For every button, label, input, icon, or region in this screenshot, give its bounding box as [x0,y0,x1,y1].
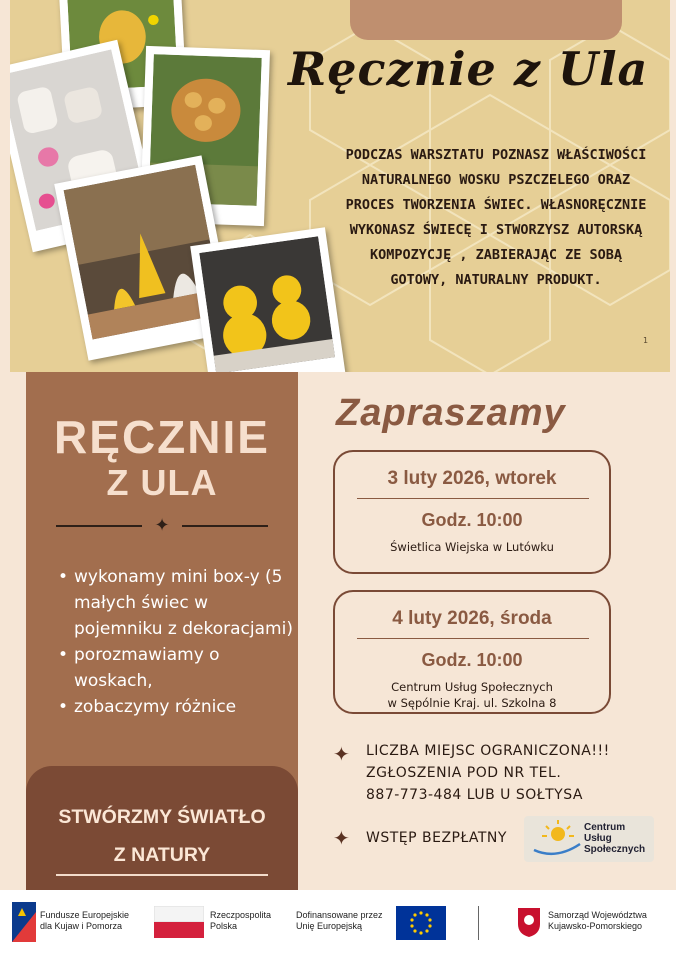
photo-teddy-bear-candles [190,227,346,372]
logo-line: Centrum [584,822,626,833]
footer-separator [478,906,479,940]
voivodeship-crest-icon [516,906,542,938]
event-time: Godz. 10:00 [421,510,523,530]
header-section [10,0,670,372]
footer-logo-line: Polska [210,921,238,931]
event-card [333,590,611,714]
sparkle-icon: ✦ [333,826,350,850]
registration-label: ZGŁOSZENIA POD NR TEL. [366,765,562,781]
footer-logo-line: Kujawsko-Pomorskiego [548,921,643,931]
footer-logo-line: Samorząd Województwa [548,910,647,920]
page-number: 1 [643,336,649,345]
event-place: Centrum Usług Społecznych [391,680,553,694]
logo-line: Społecznych [584,844,646,855]
card-divider [357,638,589,639]
sparkle-icon: ✦ [333,742,350,766]
list-item: • porozmawiamy o woskach, [56,642,296,694]
footer-logo-line: Fundusze Europejskie [40,910,130,920]
sun-hand-icon [526,816,586,862]
free-entry: WSTĘP BEZPŁATNY [366,830,507,846]
footer-logo-line: dla Kujaw i Pomorza [40,921,123,931]
workshop-description: PODCZAS WARSZTATU POZNASZ WŁAŚCIWOŚCI NATURALNEGO WOSKU PSZCZELEGO ORAZ PROCES TWORZENIA ŚWIEC. WŁASNORĘCZNIE WYKONASZ ŚWIECĘ I STWORZYSZ AUTORSKĄ KOMPOZYCJĘ , ZABIERAJĄC ZE SOBĄ GOTOWY, NATURALNY PRODUKT. [345,147,647,288]
event-card [333,450,611,574]
sparkle-icon: ✦ [154,515,170,536]
cus-logo [524,816,654,862]
list-item: • zobaczymy różnice [56,694,296,720]
card-divider [357,498,589,499]
limited-seats: LICZBA MIEJSC OGRANICZONA!!! [366,743,610,759]
slogan-underline [56,874,268,876]
list-item: • wykonamy mini box-y (5 małych świec w pojemniku z dekoracjami) [56,564,296,642]
event-time: Godz. 10:00 [421,650,523,670]
left-panel [26,372,298,890]
logo-line: Usług [584,833,612,844]
event-address: w Sępólnie Kraj. ul. Szkolna 8 [387,696,557,710]
footer-logo-line: Unię Europejską [296,921,363,931]
phone-number: 887-773-484 LUB U SOŁTYSA [366,787,583,803]
footer-logo-line: Rzeczpospolita [210,910,272,920]
invite-heading: Zapraszamy [336,392,566,434]
slogan-line2: Z NATURY [113,844,211,866]
slogan-box [26,766,298,890]
activity-list [56,564,296,720]
polish-flag-icon [154,906,204,938]
event-date: 4 luty 2026, środa [392,608,552,629]
panel-title-line2: Z ULA [106,462,218,503]
eu-flag-icon [396,906,446,940]
header-tab-shape [350,0,622,40]
event-place: Świetlica Wiejska w Lutówku [390,540,554,554]
event-date: 3 luty 2026, wtorek [387,468,557,489]
slogan-line1: STWÓRZMY ŚWIATŁO [58,806,266,828]
footer-logo-line: Dofinansowane przez [296,910,383,920]
registration-info [366,740,610,806]
panel-title-line1: RĘCZNIE [54,411,270,463]
eu-funds-logo-icon [12,902,36,942]
funding-footer [0,890,676,956]
ornament-divider [56,515,268,536]
page-title: Ręcznie z Ula [288,42,649,96]
